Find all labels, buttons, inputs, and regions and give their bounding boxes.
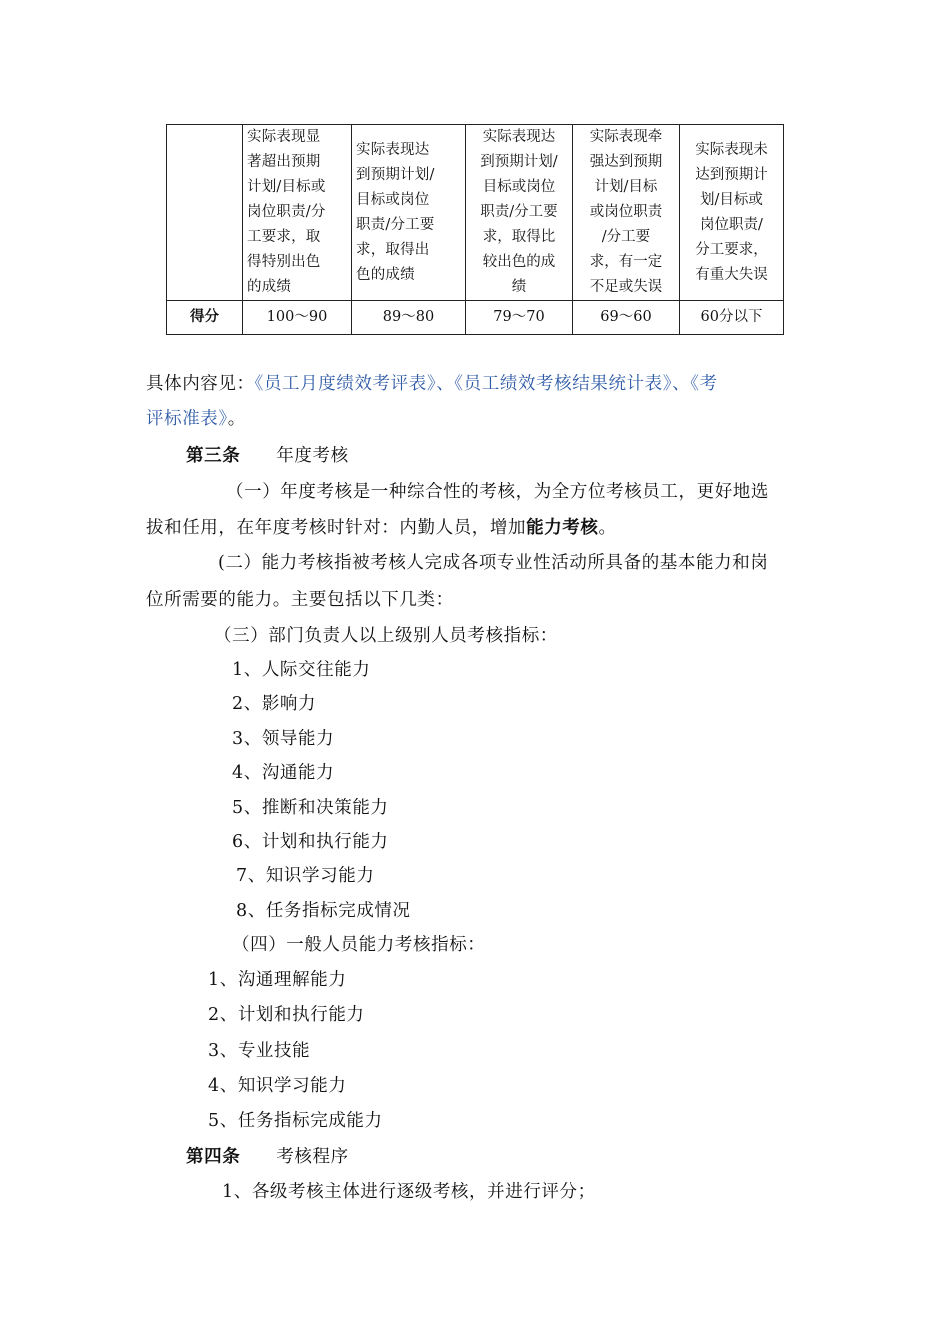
reference-line-1	[146, 370, 718, 395]
paragraph-3-heading: （三）部门负责人以上级别人员考核指标：	[214, 626, 558, 646]
list-item: 8、任务指标完成情况	[236, 901, 411, 921]
table-row-scores	[167, 301, 784, 335]
table-cell-description: 实际表现显 著超出预期 计划/目标或 岗位职责/分 工要求，取 得特别出色 的成绩	[243, 125, 352, 301]
paragraph-1-line-2	[146, 514, 617, 539]
paragraph-1-text: 拔和任用，在年度考核时针对：内勤人员，增加	[146, 518, 527, 538]
list-item: 2、计划和执行能力	[208, 1005, 365, 1025]
list-item: 4、沟通能力	[232, 763, 335, 783]
table-cell-description: 实际表现达 到预期计划/ 目标或岗位 职责/分工要 求，取得出 色的成绩	[352, 125, 466, 301]
reference-links[interactable]: 《员工月度绩效考评表》、《员工绩效考核结果统计表》、《考	[254, 374, 718, 394]
list-item: 3、领导能力	[232, 729, 335, 749]
highlight-ability-assessment: 能力考核	[526, 518, 599, 538]
reference-line-2	[146, 405, 246, 430]
list-item: 3、专业技能	[208, 1041, 311, 1061]
list-item: 4、知识学习能力	[208, 1076, 347, 1096]
table-cell-description: 实际表现达 到预期计划/ 目标或岗位 职责/分工要 求，取得比 较出色的成 绩	[466, 125, 573, 301]
reference-suffix: 。	[227, 409, 246, 429]
table-cell-score: 60分以下	[680, 301, 784, 335]
table-cell-score: 79～70	[466, 301, 573, 335]
reference-prefix: 具体内容见：	[146, 374, 255, 394]
table-row-descriptions	[167, 125, 784, 301]
article3-heading	[186, 442, 349, 467]
list-item: 7、知识学习能力	[236, 866, 375, 886]
article4-title: 考核程序	[276, 1147, 349, 1167]
table-cell-empty	[167, 125, 243, 301]
paragraph-1-end: 。	[598, 518, 617, 538]
paragraph-2-line-1: (二）能力考核指被考核人完成各项专业性活动所具备的基本能力和岗	[218, 553, 769, 573]
table-cell-score: 100～90	[243, 301, 352, 335]
article3-label: 第三条	[186, 446, 241, 466]
list-item: 6、计划和执行能力	[232, 832, 389, 852]
article4-label: 第四条	[186, 1147, 241, 1167]
table-cell-score: 89～80	[352, 301, 466, 335]
list-item: 5、推断和决策能力	[232, 798, 389, 818]
paragraph-1-line-1: （一）年度考核是一种综合性的考核，为全方位考核员工，更好地选	[226, 482, 769, 502]
table-cell-description: 实际表现牵 强达到预期 计划/目标 或岗位职责 /分工要 求，有一定 不足或失误	[573, 125, 680, 301]
list-item: 1、沟通理解能力	[208, 970, 347, 990]
article3-title: 年度考核	[276, 446, 349, 466]
paragraph-2-line-2: 位所需要的能力。主要包括以下几类：	[146, 590, 454, 610]
score-label: 得分	[167, 301, 243, 335]
article4-heading	[186, 1143, 349, 1168]
list-item: 2、影响力	[232, 694, 317, 714]
table-cell-description: 实际表现未 达到预期计 划/目标或 岗位职责/ 分工要求， 有重大失误	[680, 125, 784, 301]
procedure-item: 1、各级考核主体进行逐级考核，并进行评分；	[222, 1182, 596, 1202]
list-item: 1、人际交往能力	[232, 660, 371, 680]
paragraph-4-heading: （四）一般人员能力考核指标：	[232, 935, 486, 955]
list-item: 5、任务指标完成能力	[208, 1111, 383, 1131]
reference-link-standard[interactable]: 评标准表》	[146, 409, 228, 429]
table-cell-score: 69～60	[573, 301, 680, 335]
score-table	[166, 124, 784, 335]
